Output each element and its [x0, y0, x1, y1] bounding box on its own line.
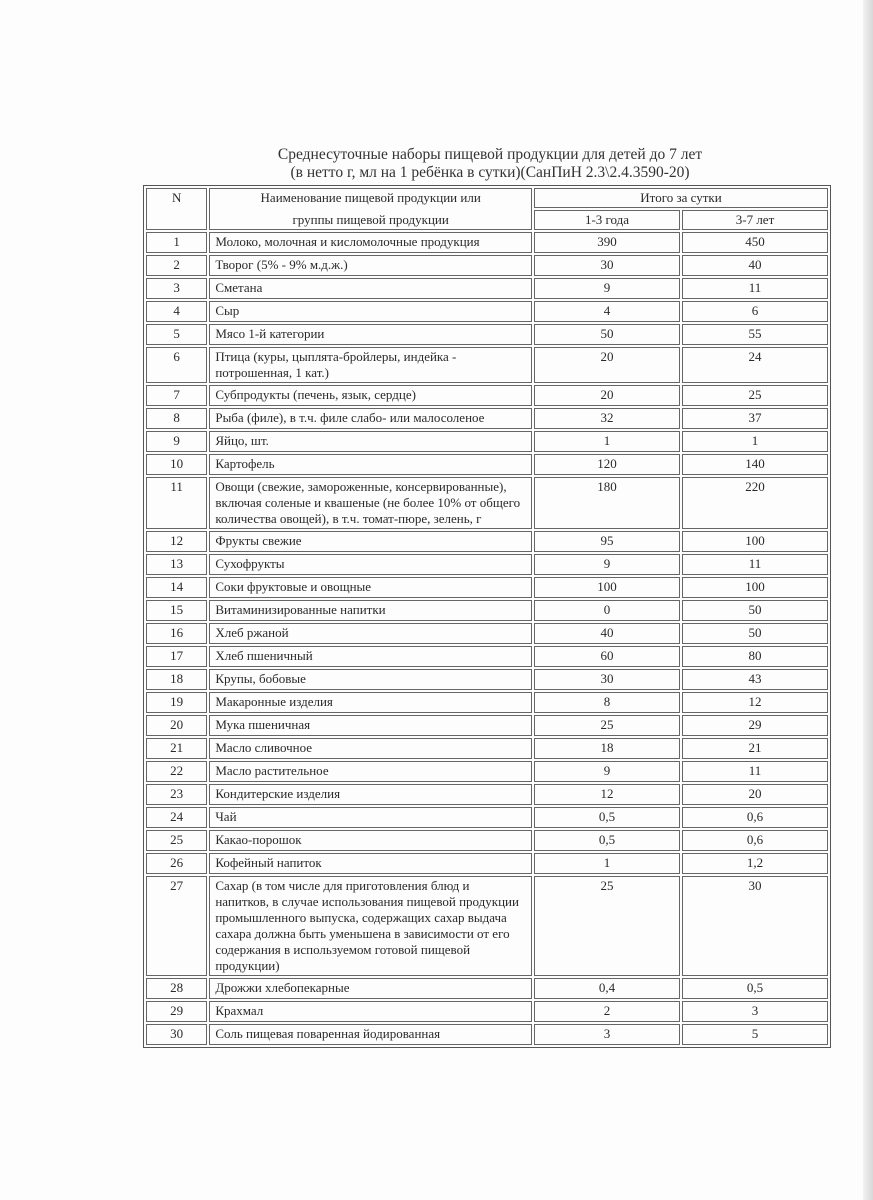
table-row — [146, 830, 828, 851]
value-3-7: 50 — [682, 600, 828, 621]
table-row — [146, 232, 828, 253]
value-3-7: 5 — [682, 1024, 828, 1045]
product-name: Хлеб ржаной — [209, 623, 532, 644]
row-number: 13 — [146, 554, 207, 575]
value-3-7: 21 — [682, 738, 828, 759]
row-number: 17 — [146, 646, 207, 667]
table-row — [146, 431, 828, 452]
row-number: 19 — [146, 692, 207, 713]
value-1-3: 40 — [534, 623, 680, 644]
value-3-7: 55 — [682, 324, 828, 345]
value-3-7: 0,6 — [682, 807, 828, 828]
value-3-7: 12 — [682, 692, 828, 713]
value-3-7: 450 — [682, 232, 828, 253]
table-row — [146, 646, 828, 667]
product-name: Макаронные изделия — [209, 692, 532, 713]
table-row — [146, 454, 828, 475]
table-row — [146, 531, 828, 552]
value-3-7: 80 — [682, 646, 828, 667]
table-row — [146, 978, 828, 999]
title-line-2: (в нетто г, мл на 1 ребёнка в сутки)(СанПиН 2.3\2.4.3590-20) — [290, 164, 690, 181]
product-name: Сыр — [209, 301, 532, 322]
product-name: Кофейный напиток — [209, 853, 532, 874]
value-3-7: 40 — [682, 255, 828, 276]
value-1-3: 180 — [534, 477, 680, 529]
row-number: 10 — [146, 454, 207, 475]
row-number: 22 — [146, 761, 207, 782]
value-1-3: 20 — [534, 385, 680, 406]
table-row — [146, 1001, 828, 1022]
table-row — [146, 324, 828, 345]
product-name: Масло растительное — [209, 761, 532, 782]
product-name: Творог (5% - 9% м.д.ж.) — [209, 255, 532, 276]
product-name: Витаминизированные напитки — [209, 600, 532, 621]
value-3-7: 29 — [682, 715, 828, 736]
value-3-7: 6 — [682, 301, 828, 322]
header-age-1-3: 1-3 года — [534, 210, 680, 230]
product-name: Фрукты свежие — [209, 531, 532, 552]
row-number: 27 — [146, 876, 207, 976]
product-name: Чай — [209, 807, 532, 828]
value-1-3: 390 — [534, 232, 680, 253]
product-name: Крупы, бобовые — [209, 669, 532, 690]
value-1-3: 9 — [534, 761, 680, 782]
value-1-3: 32 — [534, 408, 680, 429]
product-name: Овощи (свежие, замороженные, консервированные), включая соленые и квашеные (не более 10% от общего количества овощей), в т.ч. томат-пюре, зелень, г — [209, 477, 532, 529]
value-1-3: 120 — [534, 454, 680, 475]
table-row — [146, 623, 828, 644]
scan-edge-shadow — [863, 0, 873, 1200]
row-number: 9 — [146, 431, 207, 452]
table-row — [146, 577, 828, 598]
product-name: Молоко, молочная и кисломолочные продукция — [209, 232, 532, 253]
row-number: 21 — [146, 738, 207, 759]
value-1-3: 4 — [534, 301, 680, 322]
value-3-7: 11 — [682, 554, 828, 575]
value-1-3: 0,5 — [534, 830, 680, 851]
value-1-3: 9 — [534, 554, 680, 575]
value-1-3: 0,5 — [534, 807, 680, 828]
row-number: 18 — [146, 669, 207, 690]
header-name-line-2: группы пищевой продукции — [292, 212, 449, 227]
value-1-3: 8 — [534, 692, 680, 713]
table-row — [146, 738, 828, 759]
row-number: 12 — [146, 531, 207, 552]
row-number: 30 — [146, 1024, 207, 1045]
row-number: 28 — [146, 978, 207, 999]
document-title — [140, 146, 840, 182]
value-3-7: 30 — [682, 876, 828, 976]
table-row — [146, 784, 828, 805]
row-number: 2 — [146, 255, 207, 276]
header-name — [209, 188, 532, 230]
value-3-7: 11 — [682, 278, 828, 299]
table-row — [146, 876, 828, 976]
table-row — [146, 692, 828, 713]
product-name: Масло сливочное — [209, 738, 532, 759]
value-1-3: 0 — [534, 600, 680, 621]
product-name: Крахмал — [209, 1001, 532, 1022]
value-1-3: 18 — [534, 738, 680, 759]
row-number: 20 — [146, 715, 207, 736]
value-3-7: 11 — [682, 761, 828, 782]
value-3-7: 100 — [682, 577, 828, 598]
value-3-7: 20 — [682, 784, 828, 805]
value-1-3: 20 — [534, 347, 680, 383]
value-3-7: 43 — [682, 669, 828, 690]
table-row — [146, 278, 828, 299]
header-total: Итого за сутки — [534, 188, 828, 208]
value-3-7: 24 — [682, 347, 828, 383]
value-1-3: 9 — [534, 278, 680, 299]
product-name: Соль пищевая поваренная йодированная — [209, 1024, 532, 1045]
value-1-3: 0,4 — [534, 978, 680, 999]
value-3-7: 50 — [682, 623, 828, 644]
product-name: Рыба (филе), в т.ч. филе слабо- или малосоленое — [209, 408, 532, 429]
value-3-7: 0,6 — [682, 830, 828, 851]
value-1-3: 2 — [534, 1001, 680, 1022]
value-1-3: 95 — [534, 531, 680, 552]
table-row — [146, 301, 828, 322]
table-row — [146, 669, 828, 690]
value-3-7: 1,2 — [682, 853, 828, 874]
product-name: Хлеб пшеничный — [209, 646, 532, 667]
header-name-line-1: Наименование пищевой продукции или — [260, 190, 481, 205]
value-3-7: 3 — [682, 1001, 828, 1022]
row-number: 26 — [146, 853, 207, 874]
product-name: Яйцо, шт. — [209, 431, 532, 452]
row-number: 7 — [146, 385, 207, 406]
row-number: 6 — [146, 347, 207, 383]
product-name: Птица (куры, цыплята-бройлеры, индейка - потрошенная, 1 кат.) — [209, 347, 532, 383]
table-row — [146, 600, 828, 621]
value-1-3: 12 — [534, 784, 680, 805]
product-name: Сметана — [209, 278, 532, 299]
table-row — [146, 807, 828, 828]
product-name: Субпродукты (печень, язык, сердце) — [209, 385, 532, 406]
value-3-7: 1 — [682, 431, 828, 452]
value-3-7: 0,5 — [682, 978, 828, 999]
value-3-7: 220 — [682, 477, 828, 529]
product-name: Кондитерские изделия — [209, 784, 532, 805]
value-3-7: 100 — [682, 531, 828, 552]
table-row — [146, 347, 828, 383]
row-number: 4 — [146, 301, 207, 322]
row-number: 29 — [146, 1001, 207, 1022]
row-number: 16 — [146, 623, 207, 644]
header-age-3-7: 3-7 лет — [682, 210, 828, 230]
value-1-3: 30 — [534, 669, 680, 690]
table-row — [146, 554, 828, 575]
row-number: 8 — [146, 408, 207, 429]
product-name: Соки фруктовые и овощные — [209, 577, 532, 598]
value-1-3: 25 — [534, 715, 680, 736]
table-row — [146, 385, 828, 406]
value-1-3: 100 — [534, 577, 680, 598]
value-3-7: 25 — [682, 385, 828, 406]
row-number: 25 — [146, 830, 207, 851]
value-1-3: 50 — [534, 324, 680, 345]
product-name: Мука пшеничная — [209, 715, 532, 736]
product-name: Сухофрукты — [209, 554, 532, 575]
table-row — [146, 255, 828, 276]
title-line-1: Среднесуточные наборы пищевой продукции для детей до 7 лет — [277, 146, 703, 163]
value-3-7: 140 — [682, 454, 828, 475]
value-1-3: 1 — [534, 853, 680, 874]
row-number: 14 — [146, 577, 207, 598]
product-name: Дрожжи хлебопекарные — [209, 978, 532, 999]
product-name: Мясо 1-й категории — [209, 324, 532, 345]
value-1-3: 60 — [534, 646, 680, 667]
table-row — [146, 477, 828, 529]
value-1-3: 1 — [534, 431, 680, 452]
product-name: Картофель — [209, 454, 532, 475]
food-norms-table — [143, 185, 831, 1048]
header-n: N — [146, 188, 207, 230]
product-name: Сахар (в том числе для приготовления блюд и напитков, в случае использования пищевой продукции промышленного выпуска, содержащих сахар выдача сахара должна быть уменьшена в зависимости от его содержания в используемом готовой пищевой продукции) — [209, 876, 532, 976]
row-number: 11 — [146, 477, 207, 529]
table-row — [146, 1024, 828, 1045]
value-1-3: 25 — [534, 876, 680, 976]
row-number: 15 — [146, 600, 207, 621]
row-number: 23 — [146, 784, 207, 805]
value-1-3: 3 — [534, 1024, 680, 1045]
value-3-7: 37 — [682, 408, 828, 429]
row-number: 5 — [146, 324, 207, 345]
table-row — [146, 408, 828, 429]
table-row — [146, 761, 828, 782]
row-number: 1 — [146, 232, 207, 253]
row-number: 24 — [146, 807, 207, 828]
table-row — [146, 853, 828, 874]
table-row — [146, 715, 828, 736]
product-name: Какао-порошок — [209, 830, 532, 851]
value-1-3: 30 — [534, 255, 680, 276]
row-number: 3 — [146, 278, 207, 299]
